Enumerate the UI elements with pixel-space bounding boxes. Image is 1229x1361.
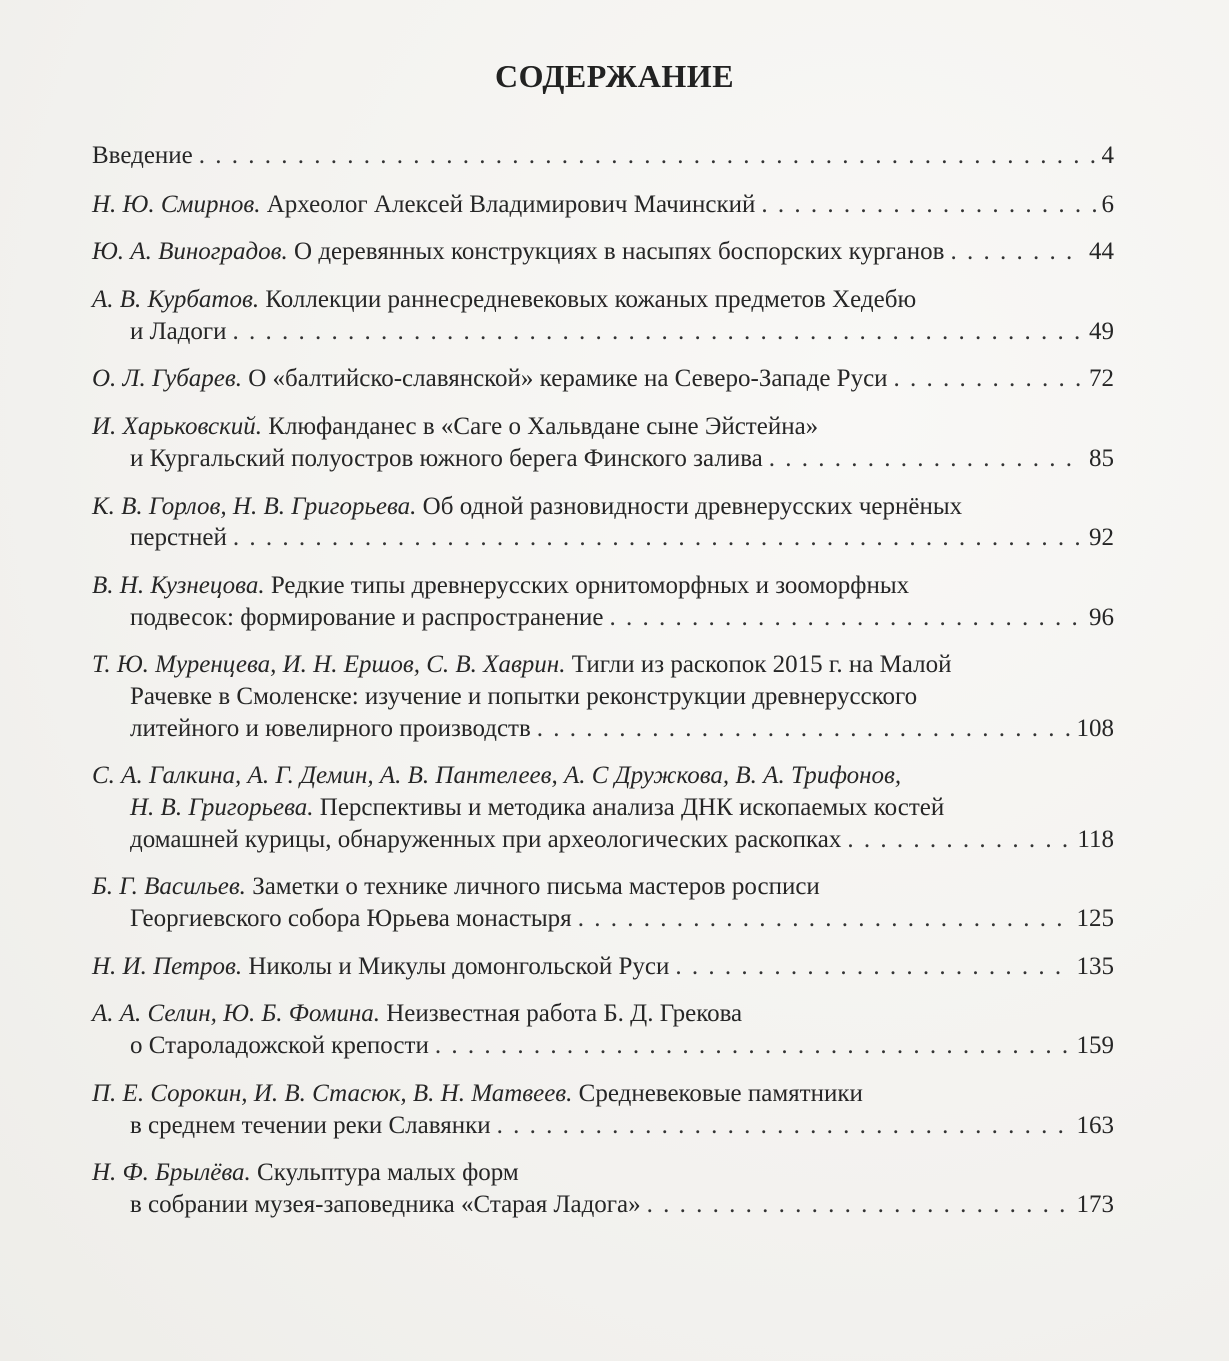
page-number: 96 [1089, 603, 1114, 631]
entry-title: Николы и Микулы домонгольской Руси [248, 952, 670, 980]
toc-line [92, 903, 1114, 935]
entry-title-cont: и Ладоги [130, 317, 227, 345]
toc-line [92, 602, 1114, 634]
entry-authors: Ю. А. Виноградов. [92, 238, 288, 266]
page-title: СОДЕРЖАНИЕ [494, 58, 735, 94]
entry-title-cont: о Староладожской крепости [130, 1032, 429, 1060]
dot-leader [609, 602, 1083, 634]
page-number: 44 [1089, 238, 1114, 266]
dot-leader [233, 316, 1083, 348]
toc-line [92, 363, 1114, 395]
toc-line [92, 236, 1114, 268]
toc-entry[interactable] [92, 189, 1114, 221]
page-number: 108 [1076, 714, 1114, 742]
toc-line [92, 792, 1114, 824]
toc-line [92, 570, 1114, 602]
toc-line [92, 443, 1114, 475]
page-number: 118 [1077, 825, 1114, 853]
entry-authors: А. А. Селин, Ю. Б. Фомина. [92, 1000, 380, 1028]
entry-title: Об одной разновидности древнерусских чернёных [422, 492, 963, 520]
page-number: 85 [1089, 444, 1114, 472]
toc-entry[interactable] [92, 1078, 1114, 1141]
toc-entry[interactable] [92, 1157, 1114, 1220]
toc-line [92, 1078, 1114, 1110]
dot-leader [435, 1030, 1071, 1062]
entry-title: О «балтийско-славянской» керамике на Северо-Западе Руси [248, 365, 888, 393]
toc-line [92, 1189, 1114, 1221]
entry-authors: Н. Ф. Брылёва. [92, 1159, 251, 1187]
toc-line [92, 284, 1114, 316]
page-number: 135 [1076, 952, 1114, 980]
page-number: 49 [1089, 317, 1114, 345]
toc-line [92, 1157, 1114, 1189]
toc-line [92, 189, 1114, 221]
page-number: 159 [1076, 1032, 1114, 1060]
toc-line [92, 951, 1114, 983]
entry-authors: С. А. Галкина, А. Г. Демин, А. В. Пантелеев, А. С Дружкова, В. А. Трифонов, [92, 762, 902, 790]
dot-leader [497, 1110, 1071, 1142]
toc-entry[interactable] [92, 760, 1114, 855]
dot-leader [578, 903, 1071, 935]
entry-title: Коллекции раннесредневековых кожаных предметов Хедебю [265, 286, 917, 314]
page-number: 4 [1101, 142, 1114, 169]
page-number: 6 [1101, 190, 1114, 218]
dot-leader [950, 236, 1083, 268]
toc-line [92, 713, 1114, 745]
toc-line [92, 140, 1114, 172]
page-number: 92 [1089, 524, 1114, 552]
entry-title: Неизвестная работа Б. Д. Грекова [386, 1000, 743, 1028]
entry-title: Средневековые памятники [578, 1079, 863, 1107]
page-number: 163 [1076, 1111, 1114, 1139]
toc-line [92, 1030, 1114, 1062]
dot-leader [199, 140, 1096, 172]
dot-leader [761, 189, 1095, 221]
toc-line [92, 316, 1114, 348]
toc-entry[interactable] [92, 236, 1114, 268]
entry-title: О деревянных конструкциях в насыпях боспорских курганов [294, 238, 945, 266]
entry-title: Заметки о технике личного письма мастеров росписи [252, 873, 820, 901]
entry-title: Скульптура малых форм [257, 1159, 519, 1187]
entry-title-cont: перстней [130, 524, 227, 552]
toc-entry[interactable] [92, 570, 1114, 633]
entry-authors: Т. Ю. Муренцева, И. Н. Ершов, С. В. Хаврин. [92, 651, 566, 679]
toc-entry[interactable] [92, 491, 1114, 554]
entry-title: Клюфанданес в «Саге о Хальвдане сыне Эйстейна» [268, 413, 819, 441]
dot-leader [769, 443, 1083, 475]
entry-title-cont: литейного и ювелирного производств [130, 714, 531, 742]
entry-authors: Б. Г. Васильев. [92, 873, 246, 901]
toc-entry[interactable] [92, 649, 1114, 744]
dot-leader [675, 951, 1070, 983]
toc-entry[interactable] [92, 998, 1114, 1061]
entry-title-cont: домашней курицы, обнаруженных при археологических раскопках [130, 825, 842, 853]
toc-line [92, 411, 1114, 443]
toc-line [92, 1110, 1114, 1142]
dot-leader [647, 1189, 1071, 1221]
entry-authors: П. Е. Сорокин, И. В. Стасюк, В. Н. Матвеев. [92, 1079, 573, 1107]
toc-line [92, 681, 1114, 713]
entry-title: Археолог Алексей Владимирович Мачинский [266, 190, 756, 218]
entry-authors: В. Н. Кузнецова. [92, 571, 265, 599]
toc-line [92, 824, 1114, 856]
entry-authors: О. Л. Губарев. [92, 365, 242, 393]
toc-entry[interactable] [92, 411, 1114, 474]
page-number: 125 [1076, 905, 1114, 933]
toc-entry[interactable] [92, 363, 1114, 395]
entry-authors: И. Харьковский. [92, 413, 263, 441]
entry-title-cont: в собрании музея-заповедника «Старая Ладога» [130, 1190, 641, 1218]
page-number: 72 [1089, 365, 1114, 393]
page-number: 173 [1076, 1190, 1114, 1218]
toc-entry[interactable] [92, 951, 1114, 983]
entry-title: Редкие типы древнерусских орнитоморфных и зооморфных [270, 571, 910, 599]
dot-leader [233, 522, 1083, 554]
table-of-contents [92, 140, 1114, 1221]
toc-line [92, 760, 1114, 792]
dot-leader [894, 363, 1083, 395]
entry-title: Тигли из раскопок 2015 г. на Малой [571, 651, 952, 679]
toc-line [92, 491, 1114, 523]
toc-entry[interactable] [92, 871, 1114, 934]
entry-title-cont: Рачевке в Смоленске: изучение и попытки реконструкции древнерусского [130, 682, 918, 710]
toc-line [92, 522, 1114, 554]
entry-title: Перспективы и методика анализа ДНК ископаемых костей [319, 794, 945, 821]
toc-entry[interactable] [92, 140, 1114, 172]
dot-leader [537, 713, 1071, 745]
entry-authors: А. В. Курбатов. [92, 286, 260, 314]
entry-authors: К. В. Горлов, Н. В. Григорьева. [92, 492, 417, 520]
toc-entry[interactable] [92, 284, 1114, 347]
toc-line [92, 998, 1114, 1030]
entry-authors-cont: Н. В. Григорьева. [130, 794, 314, 821]
toc-line [92, 871, 1114, 903]
entry-title: Введение [92, 142, 193, 169]
entry-title-cont: подвесок: формирование и распространение [130, 603, 604, 631]
entry-title-cont: и Кургальский полуостров южного берега Финского залива [130, 444, 763, 472]
toc-line [92, 649, 1114, 681]
dot-leader [847, 824, 1071, 856]
entry-title-cont: Георгиевского собора Юрьева монастыря [130, 905, 572, 933]
entry-title-cont: в среднем течении реки Славянки [130, 1111, 491, 1139]
entry-authors: Н. Ю. Смирнов. [92, 190, 261, 218]
entry-authors: Н. И. Петров. [92, 952, 243, 980]
